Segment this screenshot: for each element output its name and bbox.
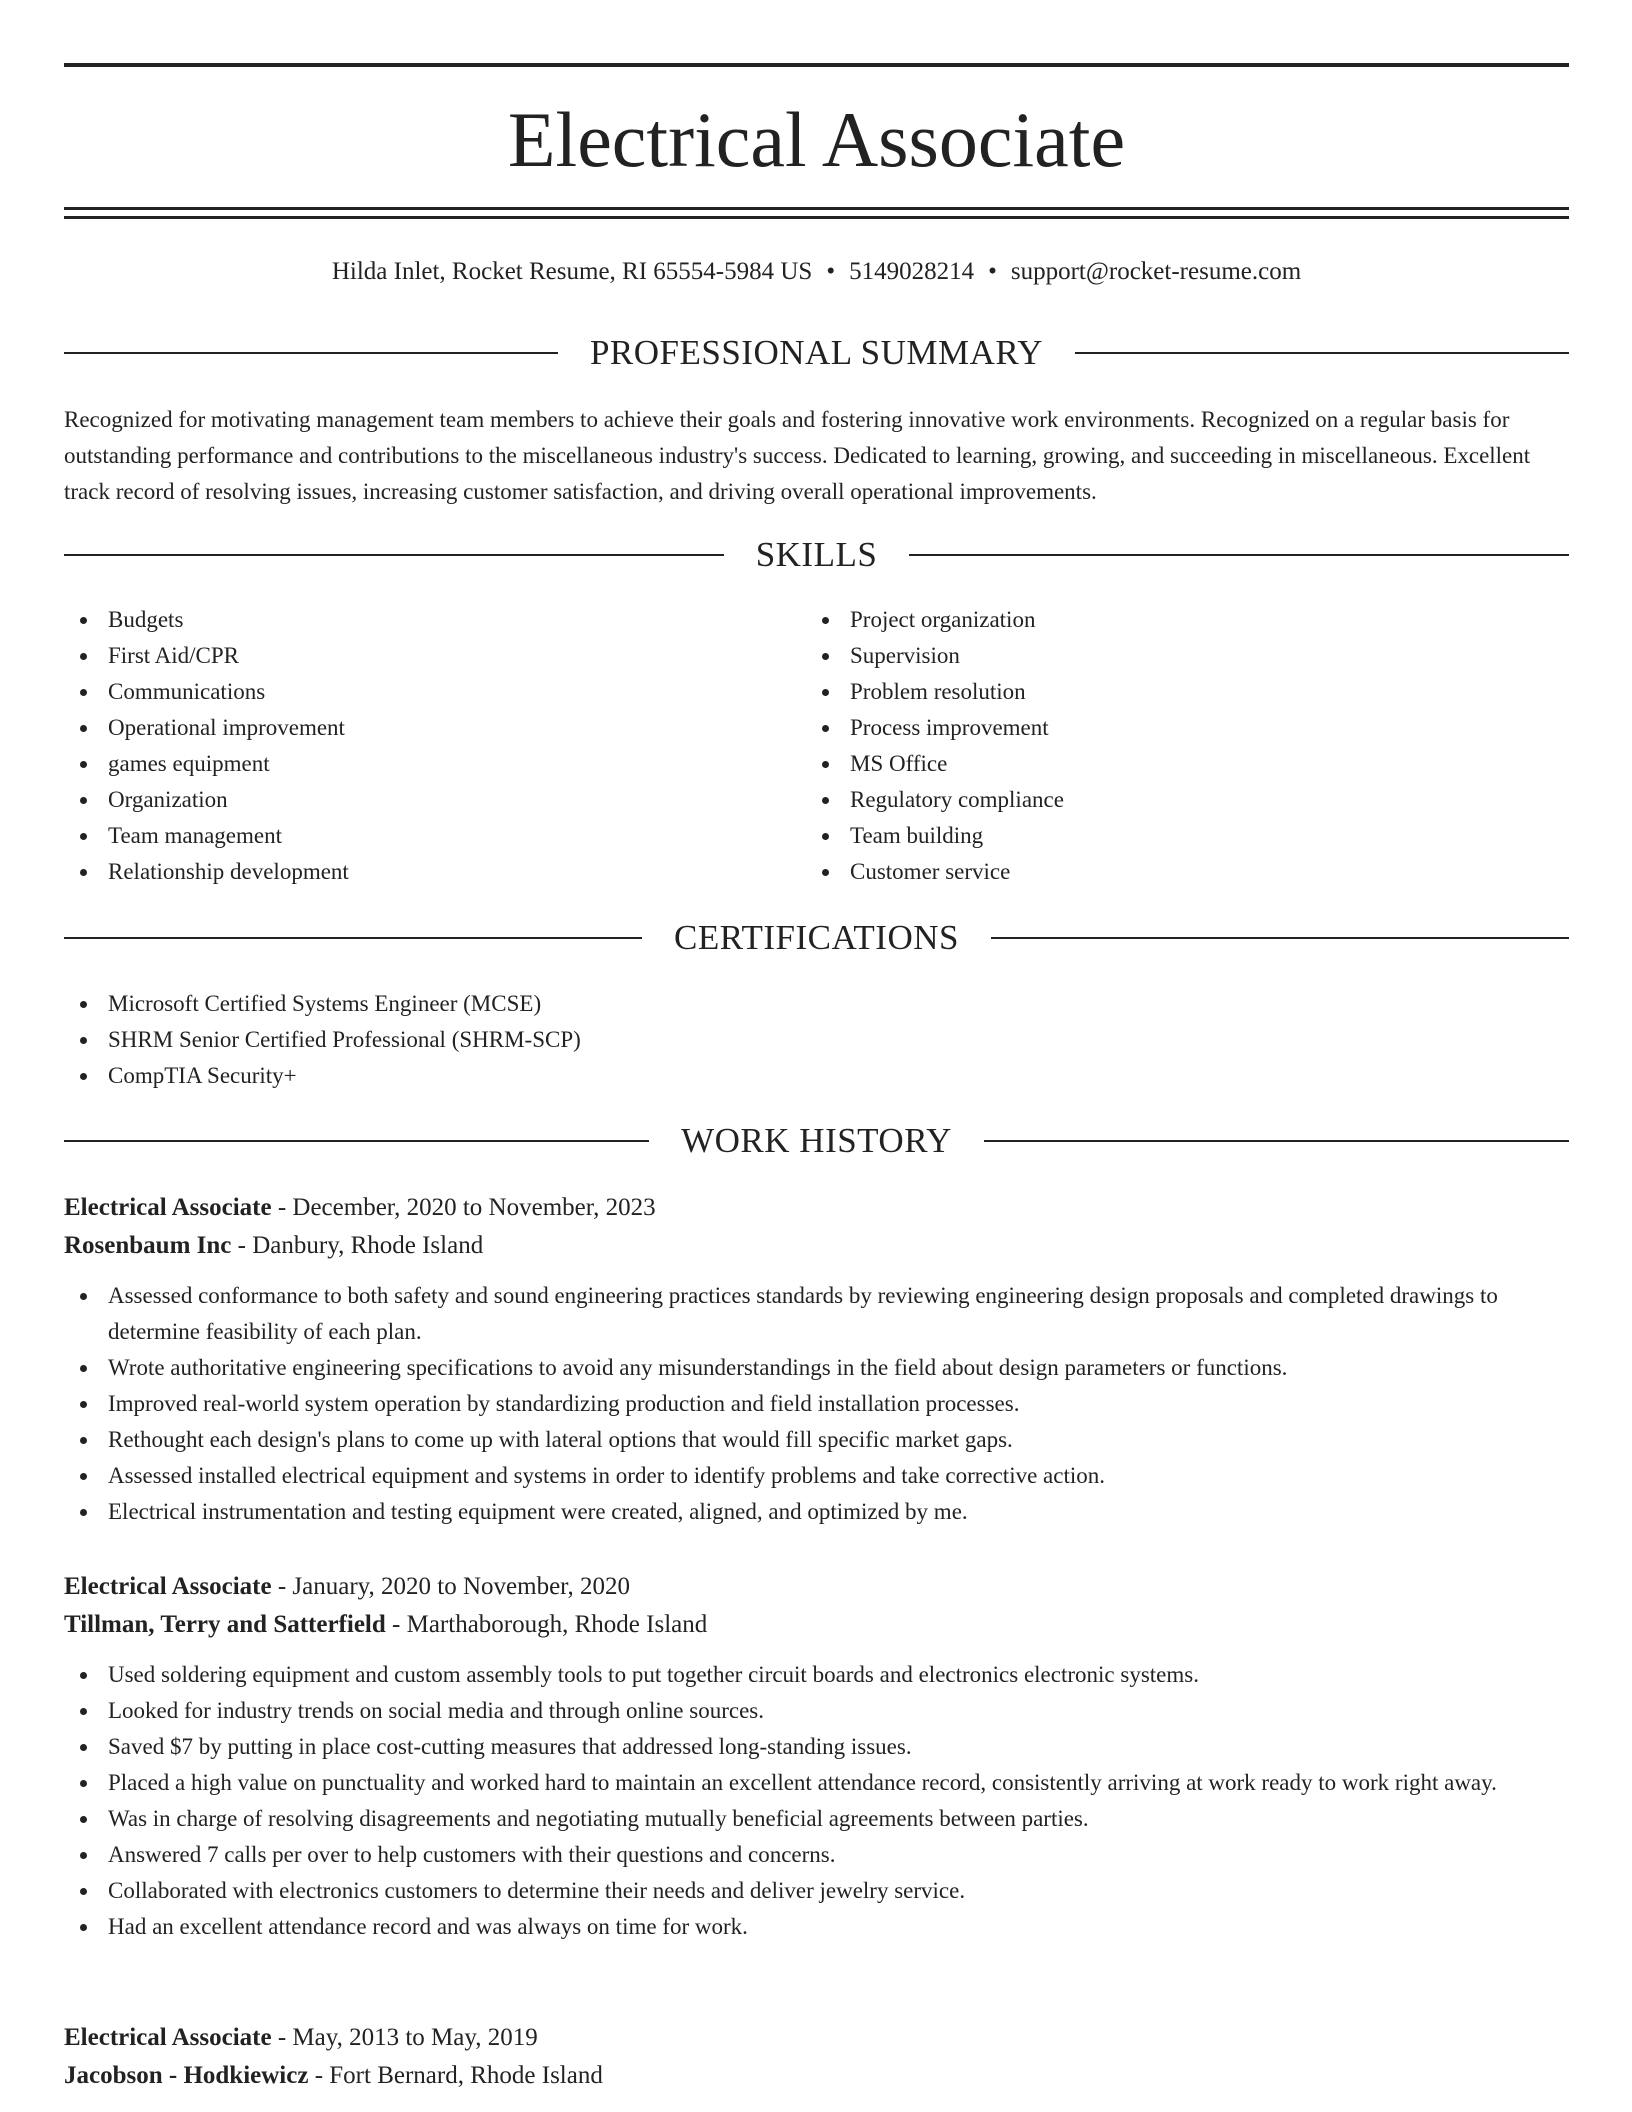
contact-address: Hilda Inlet, Rocket Resume, RI 65554-5984 US: [331, 258, 813, 285]
skill-item: Communications: [64, 674, 806, 710]
job-location: - Danbury, Rhode Island: [231, 1232, 484, 1259]
summary-text: Recognized for motivating management team members to achieve their goals and fostering innovative work environments. Recognized on a regular basis for outstanding performance and contributions to the miscellaneous industry's success. Dedicated to learning, growing, and succeeding in miscellaneous. Excellent track record of resolving issues, increasing customer satisfaction, and driving overall operational improvements.: [64, 407, 1531, 504]
section-heading-certifications: [64, 918, 1569, 958]
skill-item: Team management: [64, 818, 806, 854]
job-duty: Improved real-world system operation by standardizing production and field installation processes.: [64, 1386, 1569, 1422]
job-title: Electrical Associate: [64, 1194, 272, 1221]
job-title-line: [64, 2019, 1569, 2057]
skills-list-left: [64, 602, 806, 890]
job-duty: Had an excellent attendance record and was always on time for work.: [64, 1909, 1569, 1945]
skill-item: Supervision: [806, 638, 1569, 674]
resume-name: Electrical Associate: [507, 96, 1126, 183]
heading-rule: [64, 1140, 649, 1142]
heading-rule: [1075, 352, 1569, 354]
job-location: - Marthaborough, Rhode Island: [385, 1611, 708, 1638]
section-heading-work-history: [64, 1121, 1569, 1161]
skill-item: Team building: [806, 818, 1569, 854]
skill-item: Operational improvement: [64, 710, 806, 746]
skill-item: Organization: [64, 782, 806, 818]
skill-item: Process improvement: [806, 710, 1569, 746]
job-entry: [64, 1568, 1569, 1945]
skill-item: Relationship development: [64, 854, 806, 890]
job-company: Jacobson - Hodkiewicz: [64, 2062, 309, 2089]
skills-list-right: [806, 602, 1569, 890]
job-dates: - May, 2013 to May, 2019: [271, 2024, 538, 2051]
section-heading-skills: [64, 535, 1569, 575]
certification-item: CompTIA Security+: [64, 1058, 1569, 1094]
job-dates: - December, 2020 to November, 2023: [271, 1194, 656, 1221]
heading-rule: [991, 937, 1569, 939]
job-duty: Answered 7 calls per over to help customers with their questions and concerns.: [64, 1837, 1569, 1873]
section-title: WORK HISTORY: [681, 1121, 952, 1160]
job-title: Electrical Associate: [64, 2024, 272, 2051]
job-location: - Fort Bernard, Rhode Island: [308, 2062, 603, 2089]
contact-phone: 5149028214: [849, 258, 975, 285]
contact-separator: •: [988, 258, 997, 285]
job-duty: Rethought each design's plans to come up with lateral options that would fill specific market gaps.: [64, 1422, 1569, 1458]
section-title: PROFESSIONAL SUMMARY: [589, 333, 1044, 372]
heading-rule: [64, 352, 558, 354]
job-title: Electrical Associate: [64, 1573, 272, 1600]
job-title-line: [64, 1568, 1569, 1606]
skill-item: Project organization: [806, 602, 1569, 638]
skill-item: MS Office: [806, 746, 1569, 782]
skill-item: games equipment: [64, 746, 806, 782]
skill-item: First Aid/CPR: [64, 638, 806, 674]
job-duty: Saved $7 by putting in place cost-cutting measures that addressed long-standing issues.: [64, 1729, 1569, 1765]
job-company-line: [64, 1606, 1569, 1644]
job-company-line: [64, 1227, 1569, 1265]
job-duties-list: [64, 1278, 1569, 1530]
job-duty: Collaborated with electronics customers to determine their needs and deliver jewelry service.: [64, 1873, 1569, 1909]
job-company: Tillman, Terry and Satterfield: [64, 1611, 386, 1638]
job-duties-list: [64, 1657, 1569, 1945]
section-title: CERTIFICATIONS: [674, 918, 959, 957]
job-title-line: [64, 1189, 1569, 1227]
certification-item: SHRM Senior Certified Professional (SHRM-SCP): [64, 1022, 1569, 1058]
job-duty: Used soldering equipment and custom assembly tools to put together circuit boards and electronics electronic systems.: [64, 1657, 1569, 1693]
certification-item: Microsoft Certified Systems Engineer (MCSE): [64, 986, 1569, 1022]
header-double-rule-lower: [64, 216, 1569, 219]
job-duty: Looked for industry trends on social media and through online sources.: [64, 1693, 1569, 1729]
section-title: SKILLS: [755, 535, 878, 574]
job-duty: Assessed conformance to both safety and sound engineering practices standards by reviewing engineering design proposals and completed drawings to determine feasibility of each plan.: [64, 1278, 1569, 1350]
job-entry: [64, 1189, 1569, 1530]
heading-rule: [64, 937, 642, 939]
heading-rule: [64, 554, 724, 556]
job-duty: Wrote authoritative engineering specifications to avoid any misunderstandings in the field about design parameters or functions.: [64, 1350, 1569, 1386]
contact-line: [64, 255, 1569, 289]
heading-rule: [984, 1140, 1569, 1142]
job-duty: Was in charge of resolving disagreements and negotiating mutually beneficial agreements between parties.: [64, 1801, 1569, 1837]
job-company-line: [64, 2057, 1569, 2095]
contact-separator: •: [826, 258, 836, 285]
heading-rule: [909, 554, 1569, 556]
job-company: Rosenbaum Inc: [64, 1232, 232, 1259]
header-double-rule-upper: [64, 207, 1569, 210]
skill-item: Budgets: [64, 602, 806, 638]
section-heading-summary: [64, 333, 1569, 373]
header-top-rule: [64, 63, 1569, 67]
job-entry: [64, 2019, 1569, 2095]
job-duty: Assessed installed electrical equipment and systems in order to identify problems and take corrective action.: [64, 1458, 1569, 1494]
job-dates: - January, 2020 to November, 2020: [271, 1573, 630, 1600]
skill-item: Customer service: [806, 854, 1569, 890]
certifications-list: [64, 986, 1569, 1094]
skill-item: Problem resolution: [806, 674, 1569, 710]
job-duty: Electrical instrumentation and testing equipment were created, aligned, and optimized by me.: [64, 1494, 1569, 1530]
job-duty: Placed a high value on punctuality and worked hard to maintain an excellent attendance record, consistently arriving at work ready to work right away.: [64, 1765, 1569, 1801]
contact-email: support@rocket-resume.com: [1010, 258, 1302, 285]
skill-item: Regulatory compliance: [806, 782, 1569, 818]
